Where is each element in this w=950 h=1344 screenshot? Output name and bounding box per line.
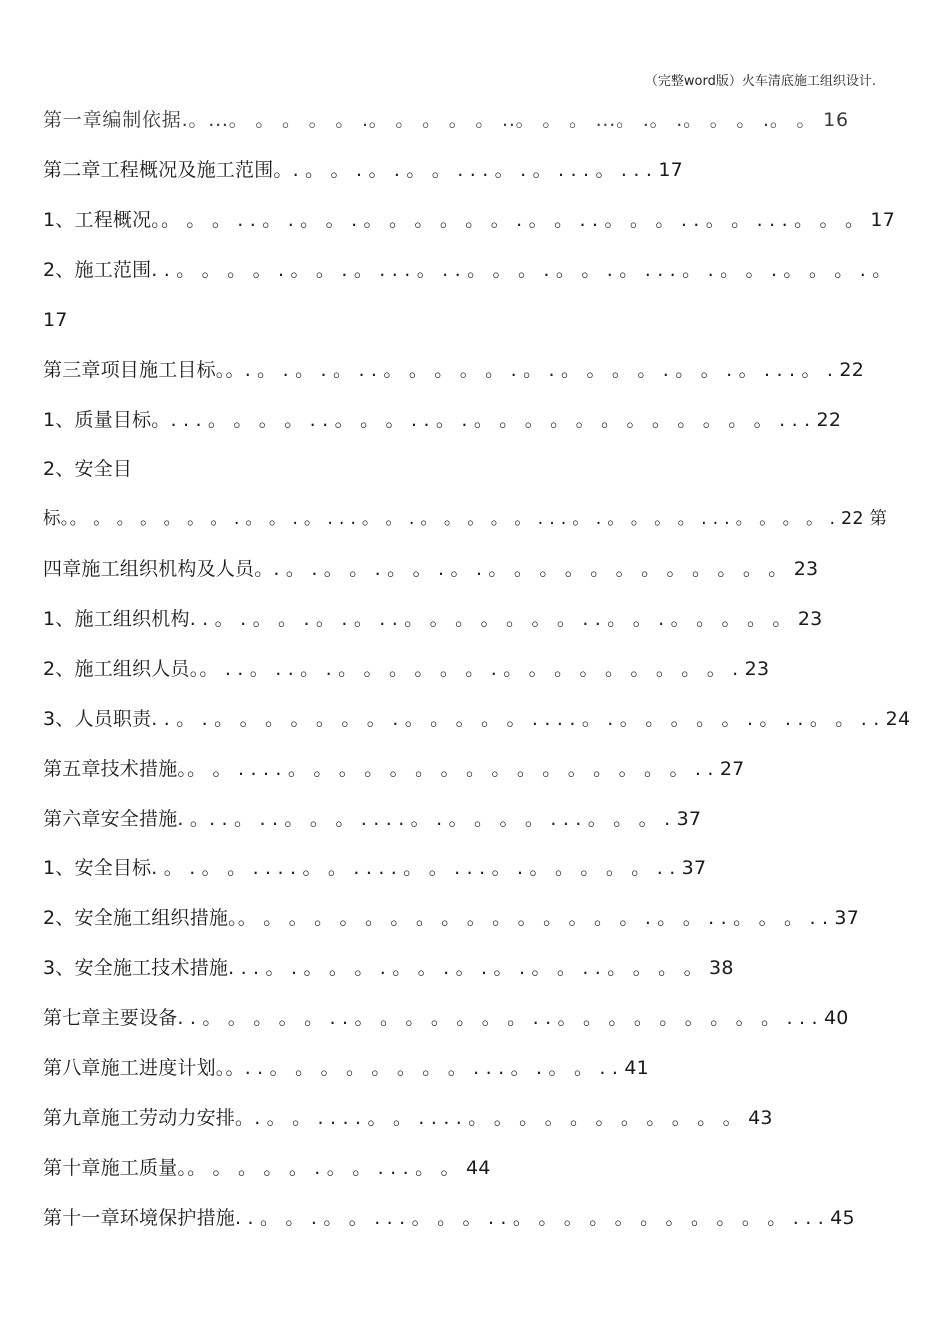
toc-entry: 第三章项目施工目标。。. 。 . 。 . 。 . . 。 。 。 。 。 . 。 . 。 。 。 。 . 。 。 . 。 . . . 。 . 22 [43, 359, 864, 381]
toc-entry: 2、施工组织人员。。 . . 。 . . 。 . 。 。 。 。 。 。 . 。 。 。 。 。 。 。 。 。 . 23 [43, 658, 770, 680]
toc-entry: 1、工程概况。。 。 。 . . 。 . 。 。 . 。 。 。 。 。 。 . 。 。 . . 。 。 。 . . 。 。 . . . 。 。 。 17 [43, 209, 895, 231]
toc-entry: 3、人员职责. . 。 . 。 。 。 。 。 。 。 . 。 。 。 。 。 . . . . 。 . 。 。 。 。 。 . 。 . . 。 。 . . 24 [43, 708, 911, 730]
toc-entry: 3、安全施工技术措施. . . 。 . 。 。 。 . 。 。 . 。 . 。 . 。 。 . . 。 。 。 。 38 [43, 957, 734, 979]
toc-entry: 第十一章环境保护措施. . 。 。 . 。 。 . . . 。 。 。 . . 。 。 。 。 。 。 。 。 。 。 。 . . . 45 [43, 1207, 855, 1229]
toc-entry: 第八章施工进度计划。。. . 。 。 。 。 。 。 。 。 . . . 。 . 。 。 . . 41 [43, 1057, 649, 1079]
toc-entry: 第一章编制依据.。...。 。 。 。 。 .。 。 。 。 。 ..。 。 。 ...。 .。 .。 。 。 .。 。 16 [43, 109, 849, 131]
toc-entry: 第二章工程概况及施工范围。. 。 。 . 。 . 。 。 . . . 。 . 。 . . . 。 . . . 17 [43, 159, 683, 181]
toc-entry: 17 [43, 309, 68, 331]
toc-entry: 第五章技术措施。。 。 . . . . 。 。 。 。 。 。 。 。 。 。 。 。 。 。 。 。 . . 27 [43, 758, 745, 780]
toc-entry: 第六章安全措施. 。. . 。 . . 。 。 。 . . . . 。 . 。 。 。 。 . . . 。 。 。 . 37 [43, 808, 702, 830]
toc-entry: 1、安全目标. 。 . 。 。 . . . . 。 。 . . . . 。 。 . . . 。 . 。 。 。 。 。 . . 37 [43, 857, 707, 879]
toc-entry: 标。。 。 。 。 。 。 。 . 。 。 . 。 . . . 。 。 . 。 。 。 。 。 . . . 。 . 。 。 。 。 . . . 。 。 。 。 . 22 第 [43, 509, 888, 529]
document-header: （完整word版）火车清底施工组织设计. [644, 74, 876, 89]
toc-entry: 2、施工范围. . 。 。 。 。 . 。 。 . 。 . . . 。 . . 。 。 。 . 。 。 . 。 . . . 。 . 。 。 . 。 。 。 . 。 [43, 259, 892, 281]
toc-entry: 第七章主要设备. . 。 。 。 。 。 . . 。 。 。 。 。 。 。 . . 。 。 。 。 。 。 。 。 。 . . . 40 [43, 1007, 849, 1029]
toc-entry: 1、施工组织机构. . 。 . 。 。 . 。 . 。 . . 。 。 。 。 。 。 。 . . 。 。 . 。 。 。 。 。 23 [43, 608, 823, 630]
toc-entry: 四章施工组织机构及人员。. 。 . 。 。 . 。 。 . 。 . 。 。 。 。 。 。 。 。 。 。 。 。 23 [43, 558, 819, 580]
toc-entry: 2、安全目 [43, 458, 133, 480]
toc-entry: 2、安全施工组织措施。。 。 。 。 。 。 。 。 。 。 。 。 。 。 。 。 . 。 。 . . 。 。 。 . . 37 [43, 907, 859, 929]
toc-entry: 第十章施工质量。。 。 。 。 。 . 。 。 . . . 。 。 44 [43, 1157, 491, 1179]
toc-entry: 1、质量目标。. . . 。 。 。 。 . . 。 。 。 . . 。 . 。 。 。 。 。 。 。 。 。 。 。 。 . . . 22 [43, 409, 842, 431]
toc-entry: 第九章施工劳动力安排。. 。 。 . . . . 。 。 . . . . 。 。 。 。 。 。 。 。 。 。 。 43 [43, 1107, 773, 1129]
